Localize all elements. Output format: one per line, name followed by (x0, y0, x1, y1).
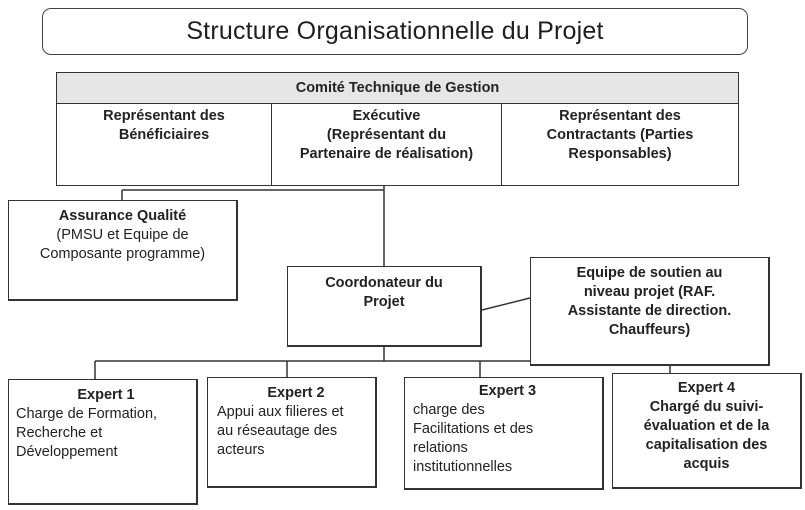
text-line: Chauffeurs) (608, 322, 691, 338)
committee-header (57, 73, 738, 104)
committee-cell-contractors (501, 103, 738, 185)
committee-block (56, 72, 739, 186)
text-line: capitalisation des (645, 437, 768, 453)
text-line: Assurance Qualité (58, 208, 187, 224)
committee-cell-beneficiaries (57, 103, 271, 185)
expert-title: Expert 4 (677, 380, 736, 396)
text-line: Représentant des (103, 108, 225, 124)
text-line: relations (413, 440, 468, 456)
expert-1-box (8, 379, 198, 505)
expert-3-box (404, 377, 604, 490)
text-line: Charge de Formation, (16, 406, 158, 422)
expert-title: Expert 3 (478, 383, 537, 399)
text-line: acquis (683, 456, 730, 472)
text-line: acteurs (217, 442, 265, 458)
expert-title: Expert 1 (77, 387, 135, 403)
coordinator-box (287, 266, 482, 347)
text-line: niveau projet (RAF. (583, 284, 716, 300)
text-line: (PMSU et Equipe de (56, 227, 189, 243)
committee-cell-executive (271, 103, 501, 185)
quality-assurance-box (8, 200, 238, 301)
text-line: Composante programme) (39, 246, 206, 262)
text-line: Représentant des (559, 108, 681, 124)
text-line: Assistante de direction. (567, 303, 732, 319)
text-line: au réseautage des (217, 423, 338, 439)
text-line: Contractants (Parties (546, 127, 694, 143)
text-line: Partenaire de réalisation) (299, 146, 474, 162)
diagram-title-text: Structure Organisationnelle du Projet (186, 17, 604, 45)
expert-2-box (207, 377, 377, 488)
text-line: évaluation et de la (643, 418, 770, 434)
text-line: Exécutive (352, 108, 421, 124)
text-line: Bénéficiaires (118, 127, 210, 143)
text-line: Développement (16, 444, 118, 460)
text-line: Projet (363, 294, 405, 310)
text-line: Responsables) (568, 146, 672, 162)
diagram-title (42, 8, 748, 55)
support-team-box (530, 257, 770, 366)
text-line: Chargé du suivi- (649, 399, 764, 415)
text-line: Coordonateur du (325, 275, 443, 291)
text-line: Facilitations et des (413, 421, 534, 437)
text-line: Appui aux filieres et (217, 404, 344, 420)
text-line: Recherche et (16, 425, 103, 441)
connector-support-link (482, 298, 530, 310)
expert-4-box (612, 373, 802, 489)
text-line: charge des (413, 402, 485, 418)
committee-header-text: Comité Technique de Gestion (295, 80, 500, 96)
text-line: institutionnelles (413, 459, 513, 475)
text-line: (Représentant du (326, 127, 447, 143)
expert-title: Expert 2 (267, 385, 325, 401)
text-line: Equipe de soutien au (576, 265, 723, 281)
